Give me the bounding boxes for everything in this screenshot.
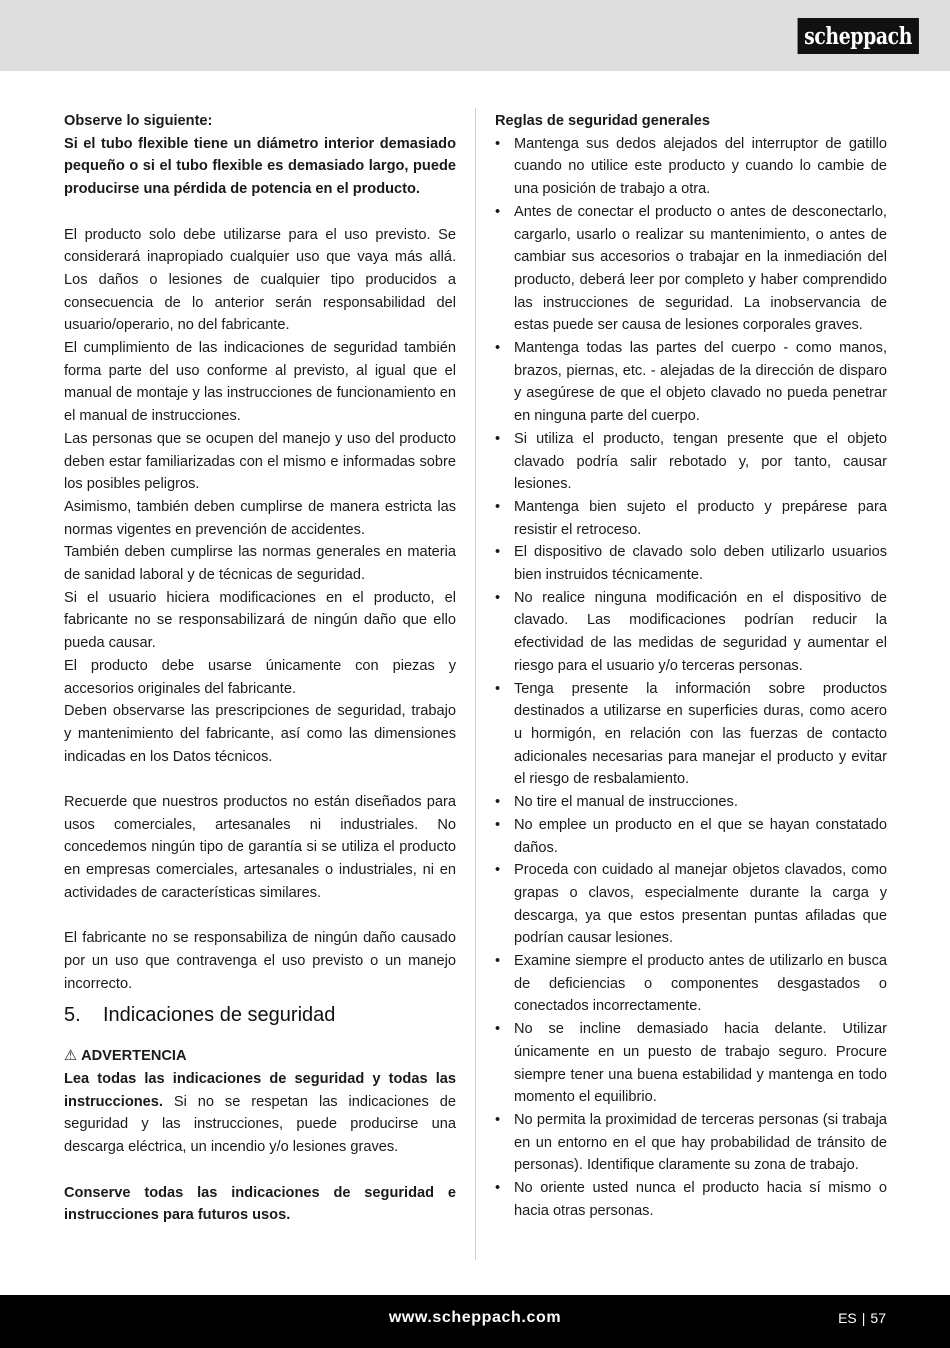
- list-item: • No permita la proximidad de terceras personas (si trabaja en un entorno en el que hay probabilidad de tránsito de personas). Identifique claramente su zona de trabajo.: [495, 1109, 887, 1177]
- paragraph-commercial-use: Recuerde que nuestros productos no están diseñados para usos comerciales, artesanales ni industriales. No concedemos ningún tipo de garantía si se utiliza el producto en empresas comerciales, artesanales o industriales, ni en actividades de características similares.: [64, 794, 456, 901]
- warning-label: ADVERTENCIA: [81, 1048, 187, 1065]
- keep-instructions: Conserve todas las indicaciones de seguridad e instrucciones para futuros usos.: [64, 1184, 456, 1224]
- list-item: • Proceda con cuidado al manejar objetos clavados, como grapas o clavos, especialmente durante la carga y descarga, ya que estos presentan puntas afiladas que podrían causar lesiones.: [495, 859, 887, 950]
- warning-paragraph: [64, 1068, 456, 1159]
- safety-rules-list: [495, 133, 887, 1223]
- warning-bold: Lea todas las indicaciones de seguridad y todas las instrucciones.: [64, 1071, 456, 1110]
- paragraph-accident-prevention: Asimismo, también deben cumplirse de manera estricta las normas vigentes en prevención de accidentes.: [64, 498, 456, 538]
- list-item: • Mantenga sus dedos alejados del interruptor de gatillo cuando no utilice este producto y cuando lo cambie de una posición de trabajo a otra.: [495, 133, 887, 201]
- section-title: Indicaciones de seguridad: [103, 1004, 336, 1027]
- warning-heading: [64, 1045, 456, 1068]
- list-item: • No se incline demasiado hacia delante. Utilizar únicamente en un puesto de trabajo seguro. Procure siempre tener una buena estabilidad y mantenga en todo momento el equilibrio.: [495, 1018, 887, 1109]
- brand-logo: scheppach: [798, 18, 919, 54]
- list-item: • El dispositivo de clavado solo deben utilizarlo usuarios bien instruidos técnicamente.: [495, 541, 887, 586]
- column-divider: [475, 108, 476, 1260]
- section-number: 5.: [64, 1004, 81, 1027]
- footer-bar: [0, 1295, 950, 1348]
- left-column: [64, 110, 456, 1227]
- warning-icon: ⚠: [64, 1048, 78, 1065]
- website-link[interactable]: www.scheppach.com: [388, 1309, 562, 1326]
- paragraph-prescriptions: Deben observarse las prescripciones de seguridad, trabajo y mantenimiento del fabricante, así como las dimensiones indicadas en los Datos técnicos.: [64, 703, 456, 765]
- paragraph-health-rules: También deben cumplirse las normas generales en materia de sanidad laboral y de técnicas de seguridad.: [64, 544, 456, 584]
- page-number: 57: [870, 1310, 886, 1326]
- paragraph-operators: Las personas que se ocupen del manejo y uso del producto deben estar familiarizadas con el mismo e informadas sobre los posibles peligros.: [64, 430, 456, 493]
- list-item: • Si utiliza el producto, tengan presente que el objeto clavado podría salir rebotado y, por tanto, causar lesiones.: [495, 428, 887, 496]
- paragraph-modifications: Si el usuario hiciera modificaciones en el producto, el fabricante no se responsabilizará de ningún daño que ello pueda causar.: [64, 589, 456, 652]
- warning-text: Si no se respetan las indicaciones de seguridad y las instrucciones, puede producirse una descarga eléctrica, un incendio y/o lesiones graves.: [64, 1093, 456, 1156]
- page-indicator: [838, 1310, 886, 1326]
- language-code: ES: [838, 1310, 857, 1326]
- paragraph-original-parts: El producto debe usarse únicamente con piezas y accesorios originales del fabricante.: [64, 657, 456, 697]
- paragraph-intended-use: El producto solo debe utilizarse para el uso previsto. Se considerará inapropiado cualquier uso que vaya más allá. Los daños o lesiones de cualquier tipo producidos a consecuencia de lo anterior serán responsabilidad del usuario/operario, no del fabricante.: [64, 226, 456, 334]
- note-title: Observe lo siguiente:: [64, 113, 213, 129]
- right-column: [495, 110, 887, 1222]
- list-item: • Antes de conectar el producto o antes de desconectarlo, cargarlo, usarlo o realizar su mantenimiento, o antes de cambiar sus accesorios o trabajar en la inmediación del producto, deberá leer por completo y haber comprendido las instrucciones de seguridad. La inobservancia de estas puede ser causa de lesiones corporales graves.: [495, 201, 887, 337]
- list-item: • Examine siempre el producto antes de utilizarlo en busca de deficiencias o componentes desgastados o conectados incorrectamente.: [495, 950, 887, 1018]
- list-item: • Tenga presente la información sobre productos destinados a utilizarse en superficies duras, como acero u hormigón, en relación con las fuerzas de contacto adicionales necesarias para manejar el producto y evitar el riesgo de resbalamiento.: [495, 678, 887, 792]
- header-bar: [0, 0, 950, 71]
- paragraph-liability: El fabricante no se responsabiliza de ningún daño causado por un uso que contravenga el uso previsto o un manejo incorrecto.: [64, 930, 456, 992]
- list-item: • No oriente usted nunca el producto hacia sí mismo o hacia otras personas.: [495, 1177, 887, 1222]
- page-separator: |: [861, 1310, 866, 1326]
- list-item: • No emplee un producto en el que se hayan constatado daños.: [495, 814, 887, 859]
- list-item: • No tire el manual de instrucciones.: [495, 791, 887, 814]
- section-heading: [64, 1001, 456, 1029]
- note-text: Si el tubo flexible tiene un diámetro interior demasiado pequeño o si el tubo flexible es demasiado largo, puede producirse una pérdida de potencia en el producto.: [64, 135, 456, 198]
- paragraph-compliance: El cumplimiento de las indicaciones de seguridad también forma parte del uso conforme al previsto, al igual que el manual de montaje y las instrucciones de funcionamiento en el manual de instrucciones.: [64, 340, 456, 425]
- list-item: • Mantenga todas las partes del cuerpo - como manos, brazos, piernas, etc. - alejadas de la dirección de disparo y asegúrese de que el objeto clavado no pueda penetrar en ninguna parte del cuerpo.: [495, 337, 887, 428]
- general-rules-heading: Reglas de seguridad generales: [495, 113, 710, 129]
- list-item: • Mantenga bien sujeto el producto y prepárese para resistir el retroceso.: [495, 496, 887, 541]
- list-item: • No realice ninguna modificación en el dispositivo de clavado. Las modificaciones podrían reducir la efectividad de las medidas de seguridad y aumentar el riesgo para el usuario y/o terceras personas.: [495, 587, 887, 678]
